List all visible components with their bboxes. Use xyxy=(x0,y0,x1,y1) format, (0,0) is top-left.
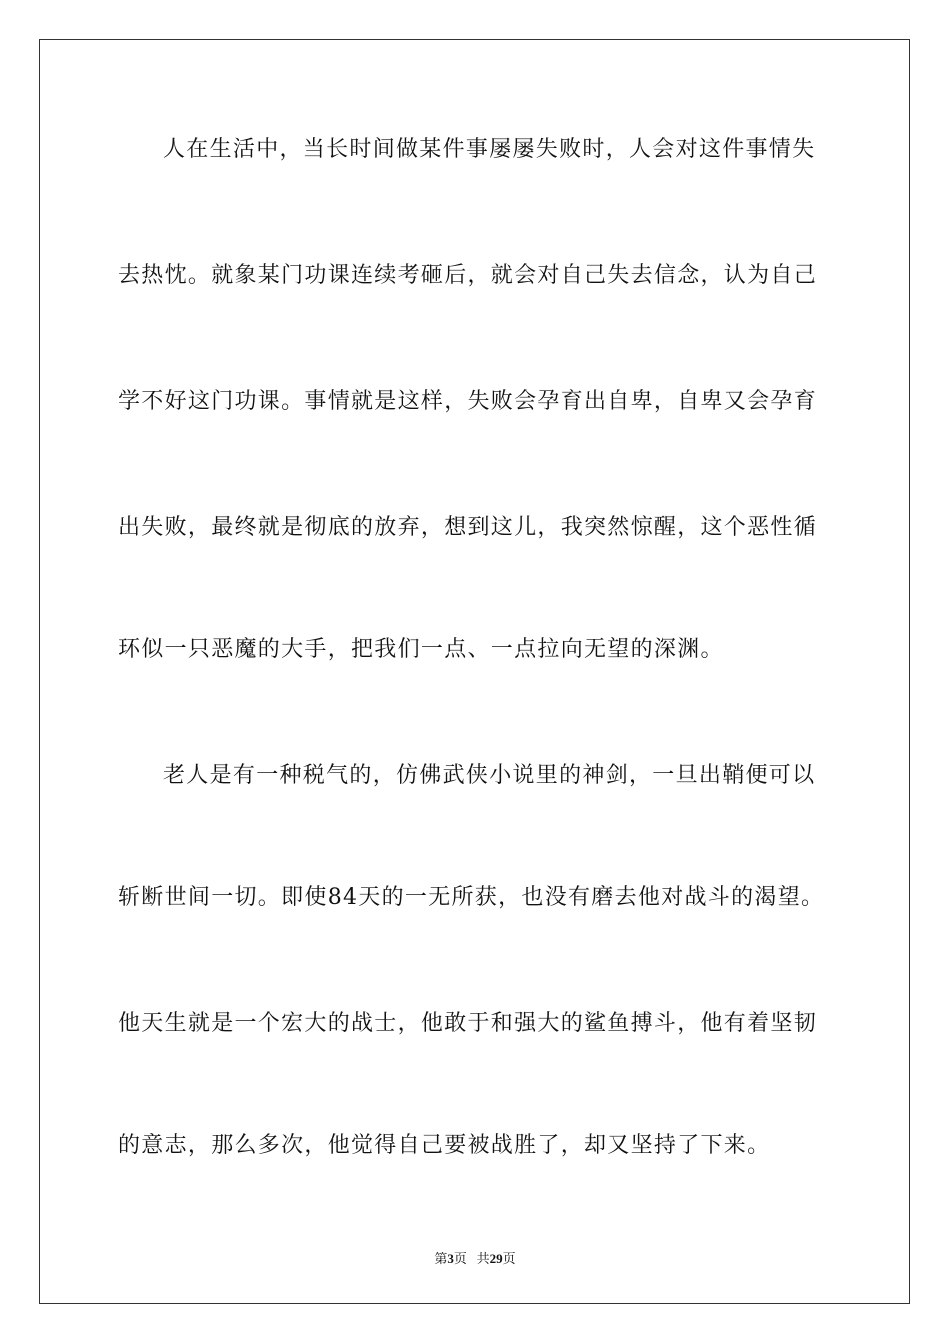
paragraph-2-line-2: 斩断世间一切。即使84天的一无所获，也没有磨去他对战斗的渴望。 xyxy=(118,885,825,910)
paragraph-2-line-1: 老人是有一种税气的，仿佛武侠小说里的神剑，一旦出鞘便可以 xyxy=(163,763,816,788)
footer-total-suffix: 页 xyxy=(502,1251,516,1266)
paragraph-1-line-5: 环似一只恶魔的大手，把我们一点、一点拉向无望的深渊。 xyxy=(118,637,724,662)
paragraph-1-line-1: 人在生活中，当长时间做某件事屡屡失败时，人会对这件事情失 xyxy=(163,137,816,162)
paragraph-2-line-4: 的意志，那么多次，他觉得自己要被战胜了，却又坚持了下来。 xyxy=(118,1133,771,1158)
footer-total-prefix: 共 xyxy=(476,1251,490,1266)
footer-page-number: 3 xyxy=(447,1251,454,1266)
paragraph-1-line-3: 学不好这门功课。事情就是这样，失败会孕育出自卑，自卑又会孕育 xyxy=(118,389,818,414)
footer-page-prefix: 第 xyxy=(434,1251,448,1266)
paragraph-2-line-3: 他天生就是一个宏大的战士，他敢于和强大的鲨鱼搏斗，他有着坚韧 xyxy=(118,1011,818,1036)
paragraph-1-line-4: 出失败，最终就是彻底的放弃，想到这儿，我突然惊醒，这个恶性循 xyxy=(118,515,818,540)
page-footer xyxy=(0,1248,950,1267)
paragraph-1-line-2: 去热忱。就象某门功课连续考砸后，就会对自己失去信念，认为自己 xyxy=(118,263,818,288)
footer-total-number: 29 xyxy=(489,1251,503,1266)
page-border xyxy=(39,39,910,1304)
footer-page-suffix: 页 xyxy=(453,1251,467,1266)
